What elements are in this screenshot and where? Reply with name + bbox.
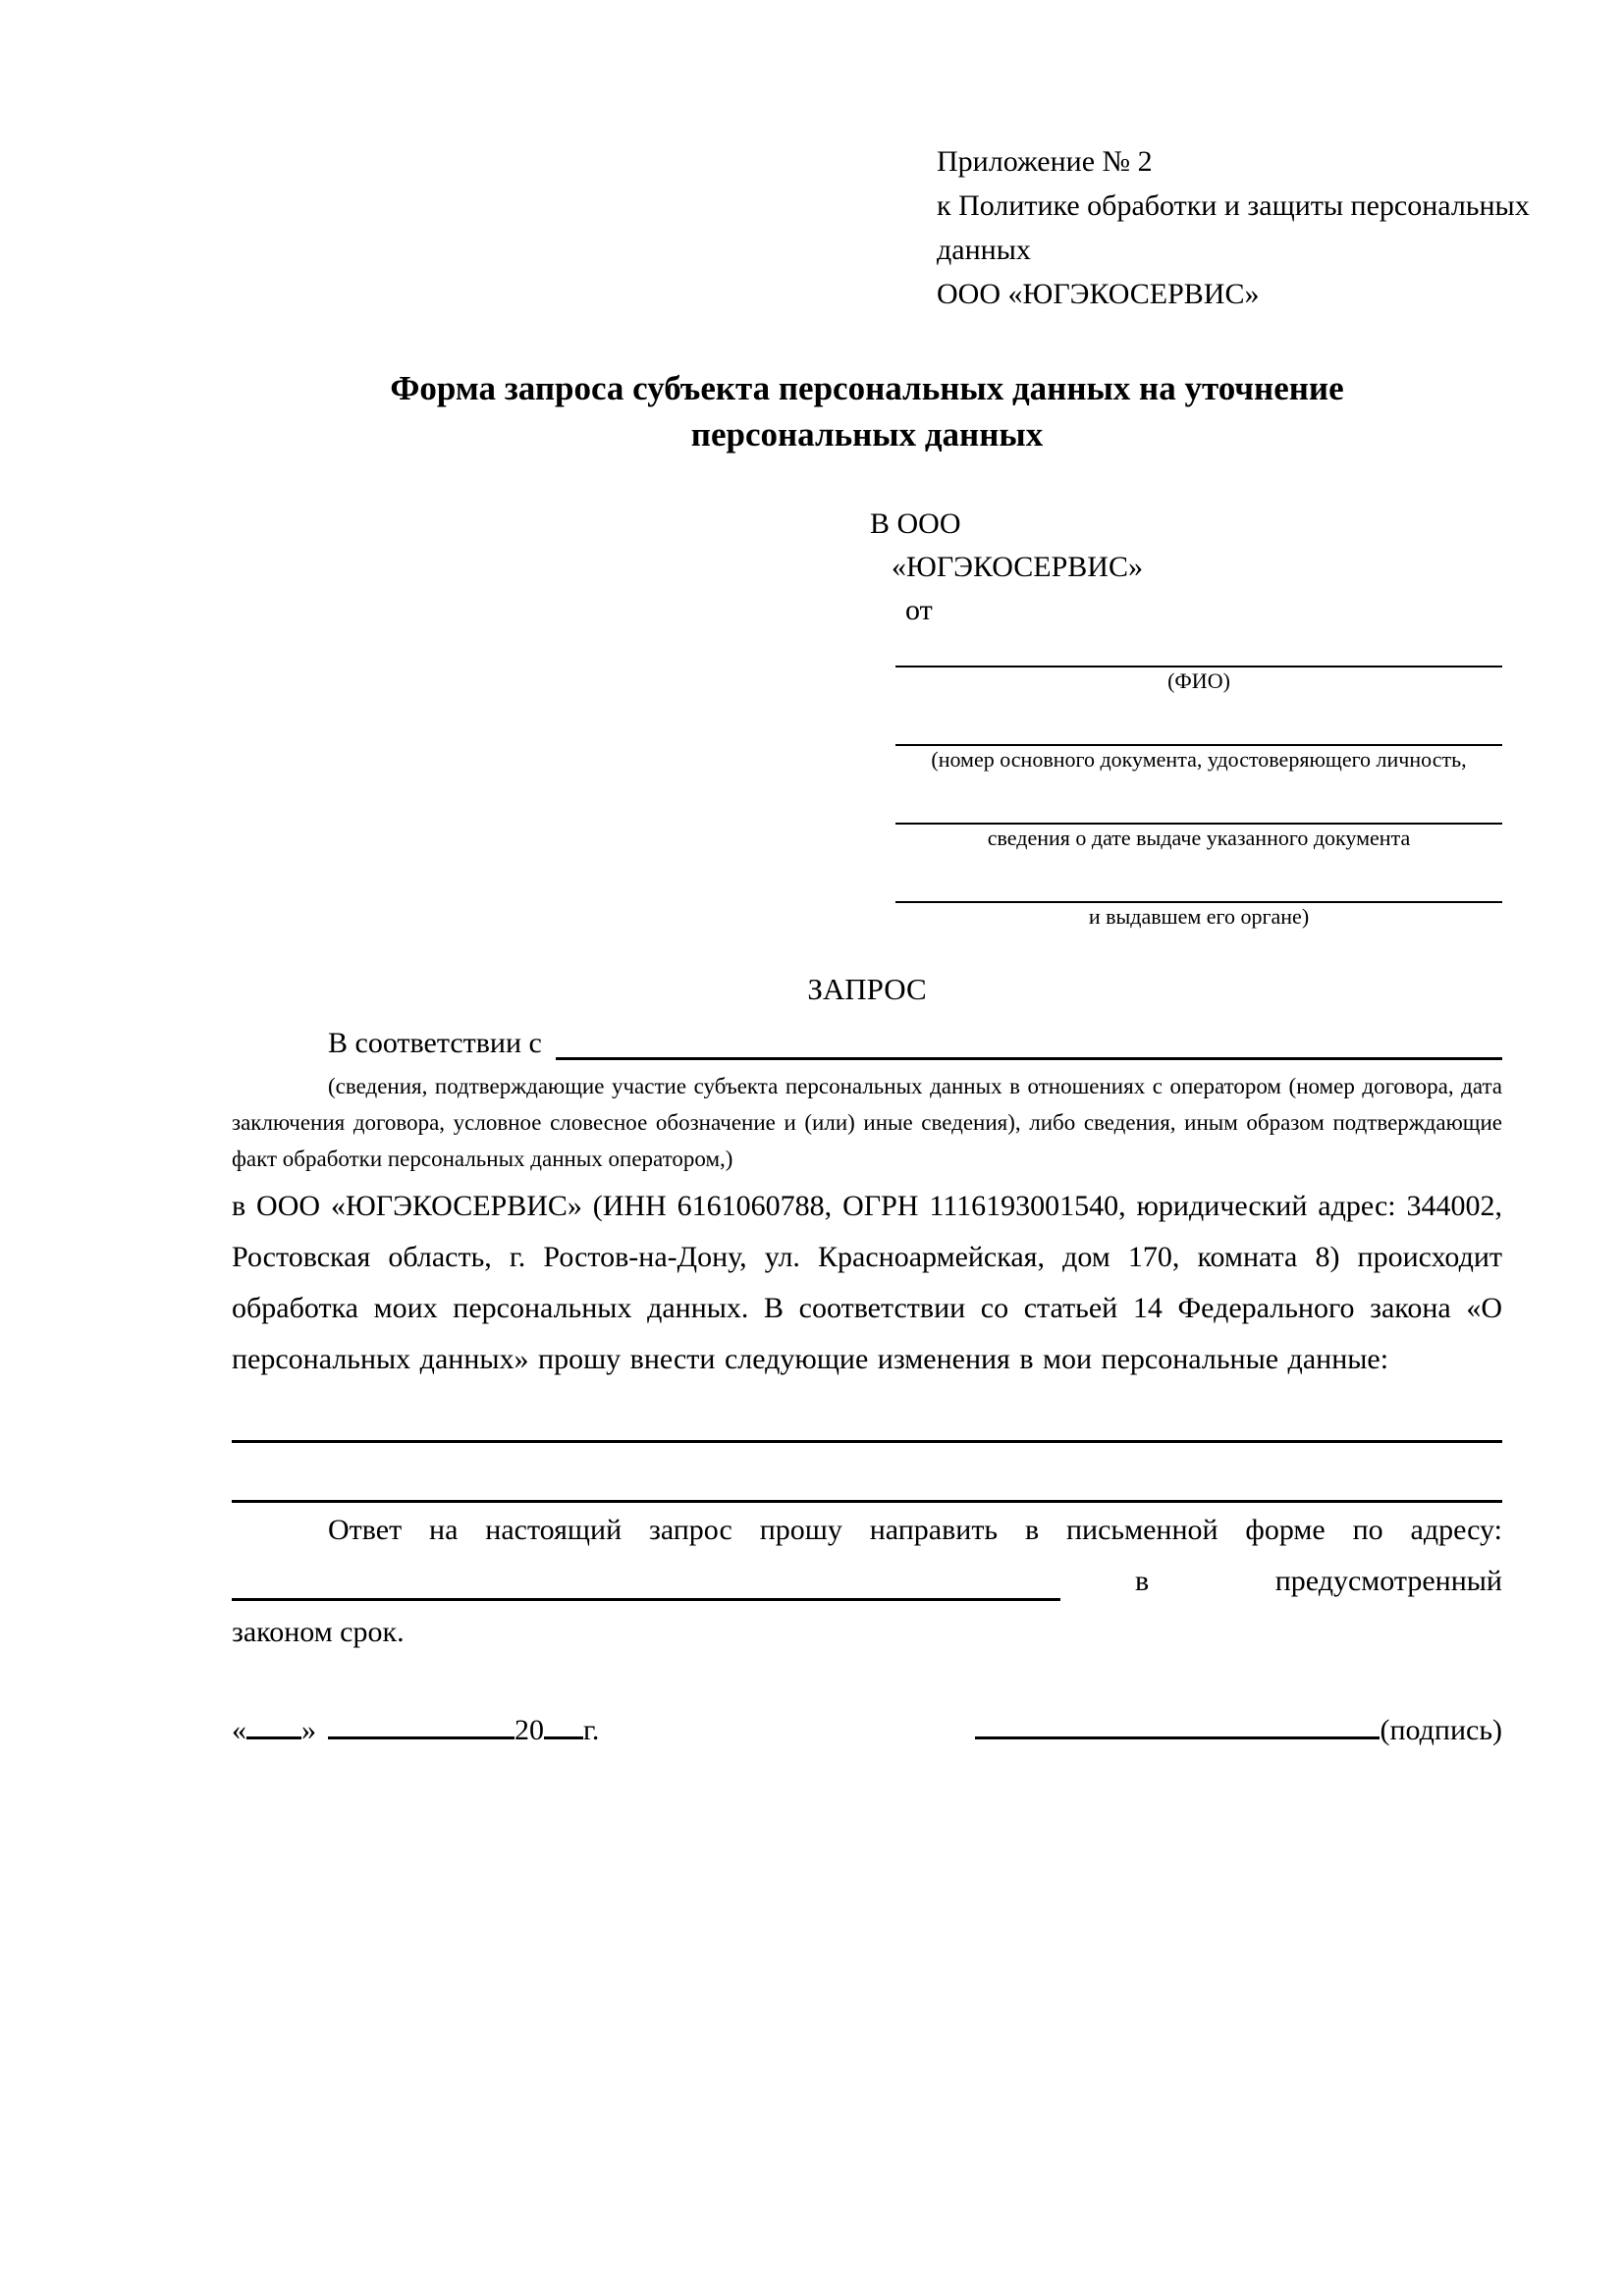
addressee-company-name: «ЮГЭКОСЕРВИС» — [892, 551, 1143, 583]
annex-line-policy: к Политике обработки и защиты персональных данных — [937, 189, 1530, 266]
addressee-from-label: от — [905, 594, 933, 626]
issue-date-field-caption: сведения о дате выдаче указанного документа — [987, 826, 1411, 850]
document-number-field — [895, 711, 1502, 774]
accordance-row — [232, 1021, 1502, 1066]
issuing-authority-field-line[interactable] — [895, 868, 1502, 903]
accordance-label: В соответствии с — [328, 1027, 542, 1059]
page-title-line2: персональных данных — [690, 415, 1044, 454]
date-quote-close: » — [301, 1714, 316, 1746]
date-year-prefix: 20 — [514, 1714, 544, 1746]
changes-blank-line-2[interactable] — [232, 1443, 1502, 1503]
fio-field-caption: (ФИО) — [1167, 668, 1230, 693]
fio-field-line[interactable] — [895, 632, 1502, 667]
accordance-blank-line[interactable] — [556, 1057, 1502, 1060]
document-number-field-caption: (номер основного документа, удостоверяющего личность, — [931, 747, 1467, 772]
annex-block — [937, 139, 1565, 316]
date-quote-open: « — [232, 1714, 246, 1746]
date-year-suffix: г. — [583, 1714, 600, 1746]
issuing-authority-field-caption: и выдавшем его органе) — [1088, 904, 1310, 929]
reply-word-predusmotrenny: предусмотренный — [1274, 1565, 1502, 1597]
date-year-blank[interactable] — [544, 1733, 583, 1739]
changes-blank-line-1[interactable] — [232, 1385, 1502, 1443]
addressee-to-prefix: В ООО — [870, 507, 961, 540]
date-signature-row — [232, 1709, 1502, 1752]
addressee-block — [870, 503, 1502, 931]
request-heading: ЗАПРОС — [807, 972, 927, 1006]
annex-line-number: Приложение № 2 — [937, 145, 1153, 178]
issue-date-field — [895, 789, 1502, 852]
annex-line-company: ООО «ЮГЭКОСЕРВИС» — [937, 278, 1260, 310]
reply-address-row — [232, 1556, 1502, 1607]
issue-date-field-line[interactable] — [895, 789, 1502, 825]
reply-paragraph-line1: Ответ на настоящий запрос прошу направить в письменной форме по адресу: — [328, 1514, 1502, 1546]
reply-address-blank-line[interactable] — [232, 1598, 1060, 1601]
signature-caption: (подпись) — [1380, 1714, 1502, 1746]
reply-paragraph-end: законом срок. — [232, 1616, 405, 1648]
date-month-blank[interactable] — [328, 1733, 514, 1739]
page-title-line1: Форма запроса субъекта персональных данных на уточнение — [390, 369, 1344, 407]
page-title — [232, 365, 1502, 457]
reply-word-v: в — [1135, 1565, 1150, 1597]
signature-group — [975, 1709, 1502, 1752]
body-paragraph: в ООО «ЮГЭКОСЕРВИС» (ИНН 6161060788, ОГРН 1116193001540, юридический адрес: 344002, Ростовская область, г. Ростов-на-Дону, ул. Красноармейская, дом 170, комната 8) происходит обработка моих персональных данных. В соответствии со статьей 14 Федерального закона «О персональных данных» прошу внести следующие изменения в мои персональные данные: — [232, 1190, 1502, 1375]
issuing-authority-field — [895, 868, 1502, 931]
fio-field — [895, 632, 1502, 695]
date-day-blank[interactable] — [246, 1733, 301, 1739]
date-group — [232, 1709, 599, 1752]
footnote-text: (сведения, подтверждающие участие субъекта персональных данных в отношениях с оператором (номер договора, дата заключения договора, условное словесное обозначение и (или) иные сведения), либо сведения, иным образом подтверждающие факт обработки персональных данных оператором,) — [232, 1074, 1502, 1171]
signature-blank-line[interactable] — [975, 1733, 1380, 1739]
document-number-field-line[interactable] — [895, 711, 1502, 746]
document-content — [232, 0, 1530, 1752]
